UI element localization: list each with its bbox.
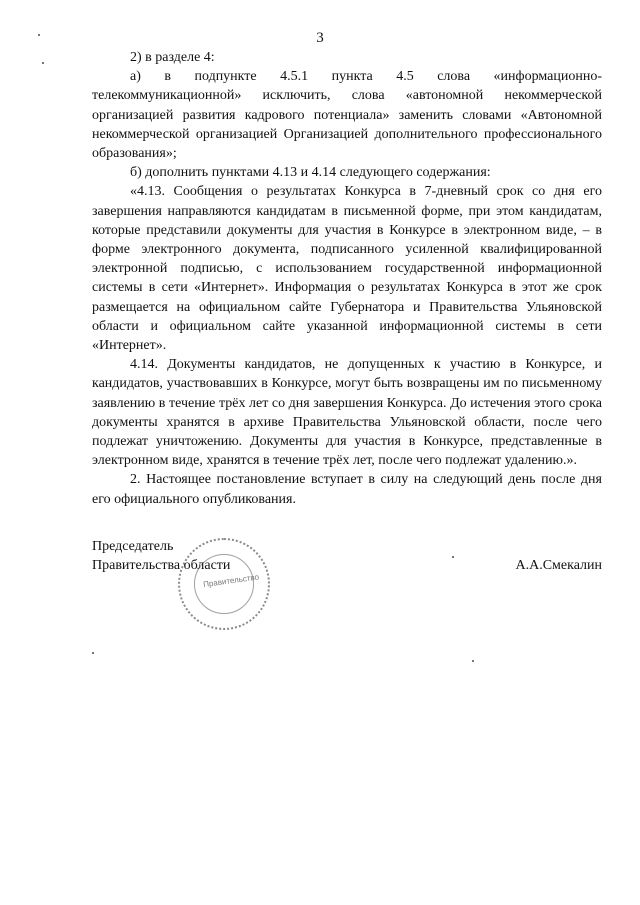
signatory-name: А.А.Смекалин <box>515 558 602 573</box>
signatory-position <box>92 537 230 575</box>
paragraph-4-14: 4.14. Документы кандидатов, не допущенных к участию в Конкурсе, и кандидатов, участвовавших в Конкурсе, могут быть возвращены им по письменному заявлению в течение трёх лет со дня завершения Конкурса. До истечения этого срока документы хранятся в архиве Правительства Ульяновской области, после чего подлежат уничтожению. Документы для участия в Конкурсе, представленные в электронном виде, хранятся в течение трёх лет, после чего подлежат удалению.». <box>92 357 602 469</box>
paragraph-subitem-b: б) дополнить пунктами 4.13 и 4.14 следующего содержания: <box>130 165 491 181</box>
scan-speck <box>38 34 40 36</box>
official-seal-text: Правительство <box>202 572 260 590</box>
scan-speck <box>92 652 94 654</box>
signatory-position-line-1: Председатель <box>92 539 174 554</box>
scan-speck <box>472 660 474 662</box>
document-body <box>92 48 602 509</box>
paragraph-effective-date: 2. Настоящее постановление вступает в силу на следующий день после дня его официального опубликования. <box>92 472 602 507</box>
paragraph-subitem-a: а) в подпункте 4.5.1 пункта 4.5 слова «информационно-телекоммуникационной» исключить, слова «автономной некоммерческой организацией развития кадрового потенциала» заменить словами «Автономной некоммерческой организацией Организацией дополнительного профессионального образования»; <box>92 69 602 162</box>
paragraph-section-4: 2) в разделе 4: <box>130 50 215 65</box>
signatory-position-line-2: Правительства области <box>92 558 231 573</box>
page-number: 3 <box>316 30 324 46</box>
paragraph-4-13: «4.13. Сообщения о результатах Конкурса в 7-дневный срок со дня его завершения направляются кандидатам в письменной форме, при этом кандидатам, которые представили документы для участия в Конкурсе в электронном виде, – в форме электронного документа, подписанного усиленной квалифицированной электронной подписью, с использованием государственной информационной системы в сети «Интернет». Информация о результатах Конкурса в этот же срок размещается на официальном сайте Губернатора и Правительства Ульяновской области и официальном сайте указанной информационной системы в сети «Интернет». <box>92 184 602 354</box>
scan-speck <box>42 62 44 64</box>
scan-speck <box>452 556 454 558</box>
